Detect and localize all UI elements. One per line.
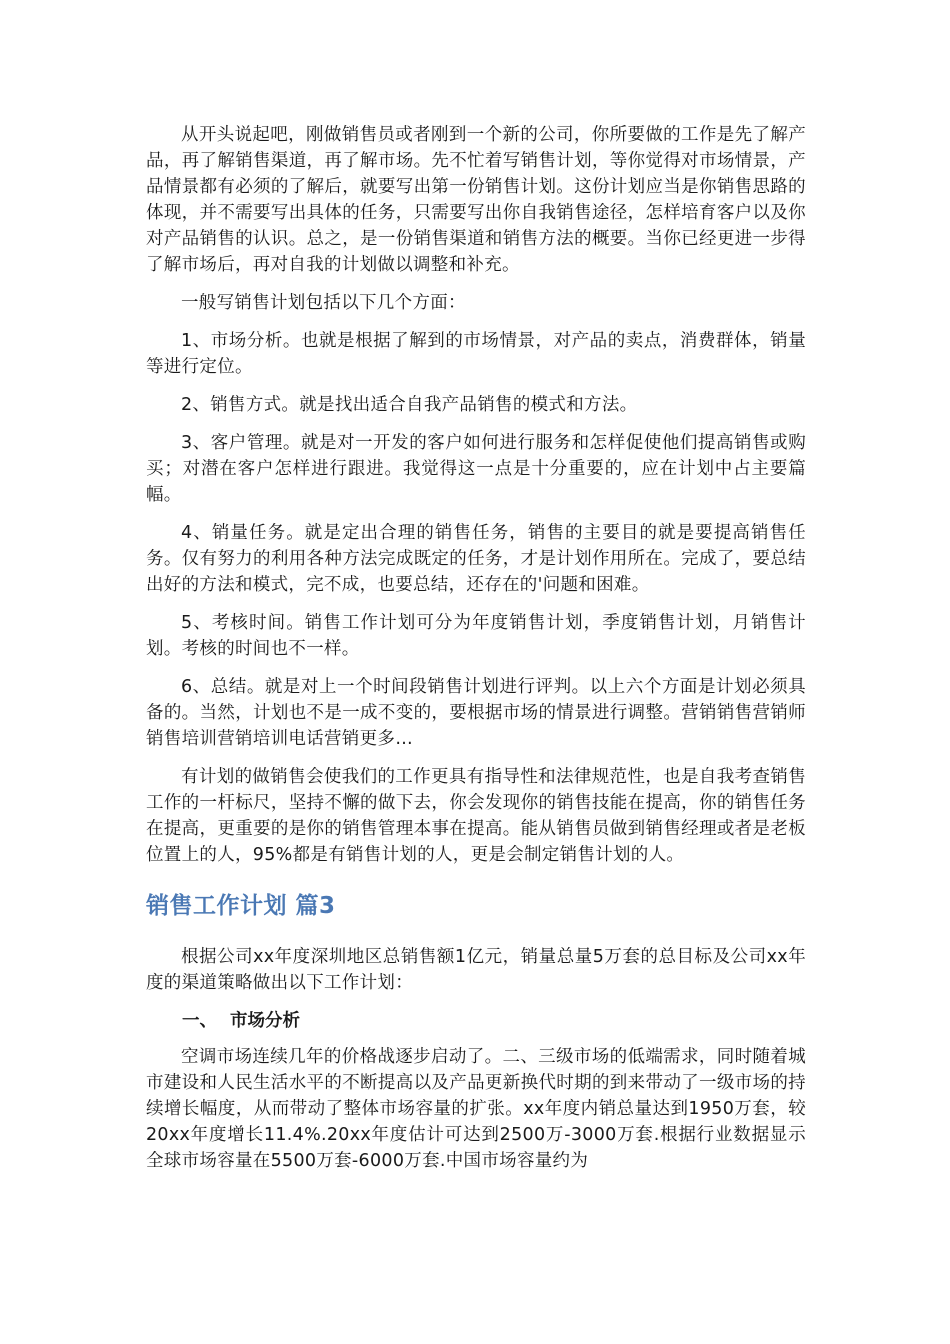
paragraph-item-2: 2、销售方式。就是找出适合自我产品销售的模式和方法。 <box>181 395 638 415</box>
subheading-title: 市场分析 <box>230 1011 300 1031</box>
paragraph-item-4: 4、销量任务。就是定出合理的销售任务，销售的主要目的就是要提高销售任务。仅有努力的利用各种方法完成既定的任务，才是计划作用所在。完成了，要总结出好的方法和模式，完不成，也要总结，还存在的'问题和困难。 <box>146 523 806 595</box>
paragraph-item-6: 6、总结。就是对上一个时间段销售计划进行评判。以上六个方面是计划必须具备的。当然，计划也不是一成不变的，要根据市场的情景进行调整。营销销售营销师销售培训营销培训电话营销更多… <box>146 677 806 749</box>
document-page <box>146 122 806 1184</box>
section-intro-paragraph: 根据公司xx年度深圳地区总销售额1亿元，销量总量5万套的总目标及公司xx年度的渠道策略做出以下工作计划： <box>146 947 806 993</box>
subheading-market-analysis <box>146 1008 806 1034</box>
paragraph-item-3: 3、客户管理。就是对一开发的客户如何进行服务和怎样促使他们提高销售或购买；对潜在客户怎样进行跟进。我觉得这一点是十分重要的，应在计划中占主要篇幅。 <box>146 433 806 505</box>
paragraph-item-5: 5、考核时间。销售工作计划可分为年度销售计划，季度销售计划，月销售计划。考核的时间也不一样。 <box>146 613 806 659</box>
section-body-paragraph: 空调市场连续几年的价格战逐步启动了。二、三级市场的低端需求，同时随着城市建设和人民生活水平的不断提高以及产品更新换代时期的到来带动了一级市场的持续增长幅度，从而带动了整体市场容量的扩张。xx年度内销总量达到1950万套，较20xx年度增长11.4%.20xx年度估计可达到2500万-3000万套.根据行业数据显示全球市场容量在5500万套-6000万套.中国市场容量约为 <box>146 1047 806 1171</box>
paragraph-conclusion: 有计划的做销售会使我们的工作更具有指导性和法律规范性，也是自我考查销售工作的一杆标尺，坚持不懈的做下去，你会发现你的销售技能在提高，你的销售任务在提高，更重要的是你的销售管理本事在提高。能从销售员做到销售经理或者是老板位置上的人，95%都是有销售计划的人，更是会制定销售计划的人。 <box>146 767 806 865</box>
paragraph-intro: 从开头说起吧，刚做销售员或者刚到一个新的公司，你所要做的工作是先了解产品，再了解销售渠道，再了解市场。先不忙着写销售计划，等你觉得对市场情景，产品情景都有必须的了解后，就要写出第一份销售计划。这份计划应当是你销售思路的体现，并不需要写出具体的任务，只需要写出你自我销售途径，怎样培育客户以及你对产品销售的认识。总之，是一份销售渠道和销售方法的概要。当你已经更进一步得了解市场后，再对自我的计划做以调整和补充。 <box>146 125 806 275</box>
paragraph-item-1: 1、市场分析。也就是根据了解到的市场情景，对产品的卖点，消费群体，销量等进行定位。 <box>146 331 806 377</box>
paragraph-list-intro: 一般写销售计划包括以下几个方面： <box>181 293 466 313</box>
section-heading: 销售工作计划 篇3 <box>146 893 336 919</box>
subheading-number: 一、 <box>182 1011 217 1031</box>
